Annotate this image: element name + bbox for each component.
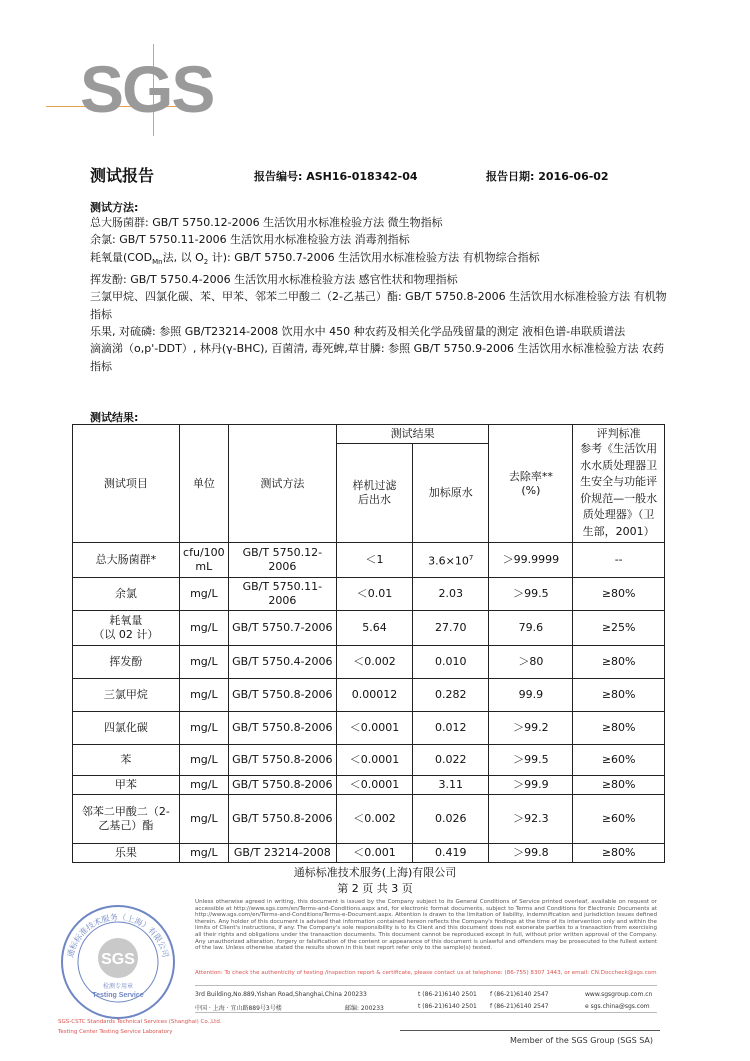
footer-divider bbox=[195, 985, 657, 986]
svg-text:通标标准技术服务（上海）有限公司: 通标标准技术服务（上海）有限公司 bbox=[65, 912, 171, 959]
fax: f (86-21)6140 2547 bbox=[490, 1003, 549, 1010]
phone: t (86-21)6140 2501 bbox=[418, 1003, 477, 1010]
methods-heading: 测试方法: bbox=[90, 201, 139, 214]
phone: t (86-21)6140 2501 bbox=[418, 991, 477, 998]
methods-list bbox=[90, 214, 670, 375]
method-line: 挥发酚: GB/T 5750.4-2006 生活饮用水标准检验方法 感官性状和物理指标 bbox=[90, 273, 458, 287]
website: www.sgsgroup.com.cn bbox=[585, 991, 653, 998]
stamp-caption: SGS-CSTC Standards Technical Services (Shanghai) Co.,Ltd. bbox=[58, 1019, 222, 1025]
stamp-caption: Testing Center Testing Service Laboratory bbox=[58, 1029, 173, 1035]
footer-divider bbox=[195, 1012, 657, 1013]
footer-page: 第 2 页 共 3 页 bbox=[337, 882, 413, 895]
method-line: 总大肠菌群: GB/T 5750.12-2006 生活饮用水标准检验方法 微生物指标 bbox=[90, 216, 443, 229]
col-header-filtered: 样机过滤后出水 bbox=[336, 444, 412, 543]
table-row: 余氯 mg/L GB/T 5750.11-2006 ＜0.01 2.03 ＞99.5 ≥80% bbox=[73, 578, 665, 611]
col-header-spiked: 加标原水 bbox=[413, 444, 489, 543]
table-row: 总大肠菌群* cfu/100mL GB/T 5750.12-2006 ＜1 $3.6\times 10^7$ ＞99.9999 -- bbox=[73, 543, 665, 578]
footer-company: 通标标准技术服务(上海)有限公司 bbox=[293, 866, 457, 879]
col-header-result-group: 测试结果 bbox=[336, 425, 489, 444]
svg-text:SGS: SGS bbox=[101, 951, 135, 968]
col-header-removal: 去除率** (%) bbox=[489, 425, 573, 543]
table-row: 邻苯二甲酸二（2-乙基己）酯 mg/L GB/T 5750.8-2006 ＜0.002 0.026 ＞92.3 ≥60% bbox=[73, 795, 665, 844]
testing-seal-icon bbox=[58, 902, 178, 1022]
report-number: 报告编号: ASH16-018342-04 bbox=[254, 170, 418, 183]
method-line: 三氯甲烷、四氯化碳、苯、甲苯、邻苯二甲酸二（2-乙基己）酯: GB/T 5750.8-2006 生活饮用水标准检验方法 有机物指标 bbox=[90, 290, 667, 321]
table-row: 挥发酚 mg/L GB/T 5750.4-2006 ＜0.002 0.010 ＞80 ≥80% bbox=[73, 646, 665, 679]
address-en: 3rd Building,No.889,Yishan Road,Shanghai,China 200233 bbox=[195, 991, 367, 998]
member-line: Member of the SGS Group (SGS SA) bbox=[510, 1036, 654, 1045]
svg-text:Testing Service: Testing Service bbox=[92, 992, 144, 999]
email: e sgs.china@sgs.com bbox=[585, 1003, 650, 1010]
address-cn: 中国 · 上海 · 宜山路889号3号楼 bbox=[195, 1005, 282, 1012]
disclaimer-text: Unless otherwise agreed in writing, this document is issued by the Company subject to its General Conditions of Service printed overleaf, available on request or accessible at http://www.sgs.com/en/Terms-and-Conditions.aspx and, for electronic format documents, subject to Terms and Conditions for Electronic Documents at http://www.sgs.com/en/Terms-and-Conditions/Terms-e-Document.aspx. Attention is drawn to the limitation of liability, indemnification and jurisdiction issues defined therein. Any holder of this document is advised that information contained hereon reflects the Company's findings at the time of its intervention only and within the limits of Client's instructions, if any. The Company's sole responsibility is to its Client and this document does not exonerate parties to a transaction from exercising all their rights and obligations under the transaction documents. This document cannot be reproduced except in full, without prior written approval of the Company. Any unauthorized alteration, forgery or falsification of the content or appearance of this document is unlawful and offenders may be prosecuted to the fullest extent of the law. Unless otherwise stated the results shown in this test report refer only to the sample(s) tested. bbox=[195, 899, 657, 952]
method-line: 乐果, 对硫磷: 参照 GB/T23214-2008 饮用水中 450 种农药及相关化学品残留量的测定 液相色谱-串联质谱法 bbox=[90, 324, 626, 338]
col-header-item: 测试项目 bbox=[73, 425, 180, 543]
table-row: 苯 mg/L GB/T 5750.8-2006 ＜0.0001 0.022 ＞99.5 ≥60% bbox=[73, 745, 665, 776]
authenticity-notice: Attention: To check the authenticity of testing /inspection report & certificate, please contact us at telephone: (86-755) 8307 1443, or email: CN.Doccheck@sgs.com bbox=[195, 970, 657, 976]
method-line: 余氯: GB/T 5750.11-2006 生活饮用水标准检验方法 消毒剂指标 bbox=[90, 233, 410, 247]
table-row: 耗氧量 （以 02 计） mg/L GB/T 5750.7-2006 5.64 27.70 79.6 ≥25% bbox=[73, 611, 665, 646]
report-date: 报告日期: 2016-06-02 bbox=[486, 170, 609, 183]
col-header-unit: 单位 bbox=[179, 425, 228, 543]
col-header-criteria: 评判标准 参考《生活饮用水水质处理器卫生安全与功能评价规范—一般水质处理器》（卫生部，2001） bbox=[573, 425, 665, 543]
method-line: 滴滴涕（o,p'-DDT）, 林丹(γ-BHC), 百菌清, 毒死蜱,草甘膦: 参照 GB/T 5750.9-2006 生活饮用水标准检验方法 农药指标 bbox=[90, 342, 665, 373]
sgs-logo: SGS bbox=[80, 52, 214, 126]
method-line: 耗氧量($COD_{Mn}$法, 以 $O_2$ 计): GB/T 5750.7-2006 生活饮用水标准检验方法 有机物综合指标 bbox=[90, 250, 540, 266]
results-table bbox=[72, 424, 665, 863]
postcode: 邮编: 200233 bbox=[345, 1005, 384, 1012]
col-header-method: 测试方法 bbox=[228, 425, 336, 543]
results-heading: 测试结果: bbox=[90, 411, 139, 424]
table-row: 甲苯 mg/L GB/T 5750.8-2006 ＜0.0001 3.11 ＞99.9 ≥80% bbox=[73, 776, 665, 795]
fax: f (86-21)6140 2547 bbox=[490, 991, 549, 998]
footer-divider bbox=[400, 1030, 660, 1031]
svg-text:检测专用章: 检测专用章 bbox=[102, 983, 134, 990]
table-row: 三氯甲烷 mg/L GB/T 5750.8-2006 0.00012 0.282 99.9 ≥80% bbox=[73, 679, 665, 712]
report-title: 测试报告 bbox=[90, 166, 155, 185]
table-row: 乐果 mg/L GB/T 23214-2008 ＜0.001 0.419 ＞99.8 ≥80% bbox=[73, 844, 665, 863]
table-row: 四氯化碳 mg/L GB/T 5750.8-2006 ＜0.0001 0.012 ＞99.2 ≥80% bbox=[73, 712, 665, 745]
